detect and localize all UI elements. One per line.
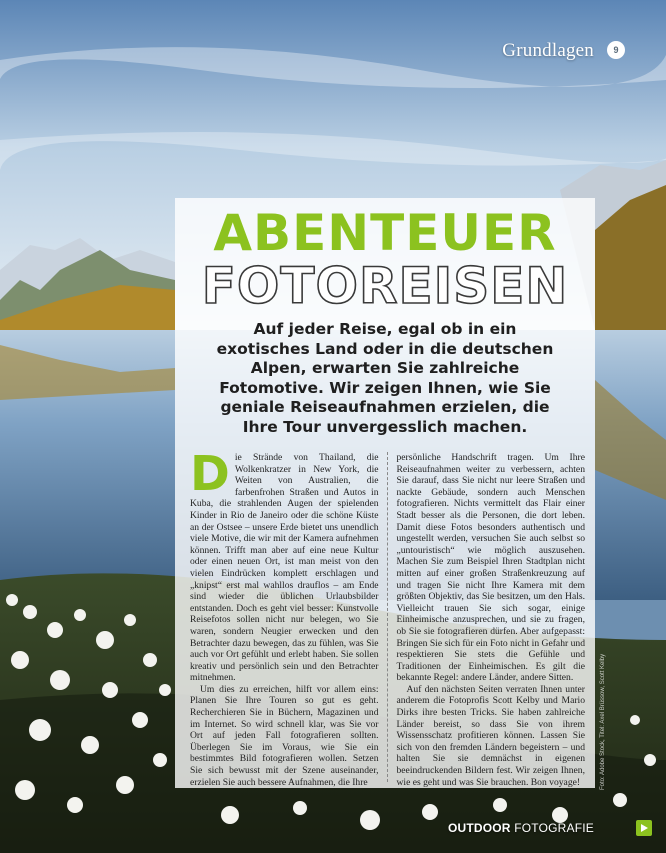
photo-credit: Foto: Adobe Stock, Titel: Axel Brüssow, Scott Kelby	[600, 653, 606, 790]
intro-paragraph: Auf jeder Reise, egal ob in ein exotisches Land oder in die deutschen Alpen, erwarten Sie zahlreiche Fotomotive. Wir zeigen Ihnen, wie Sie geniale Reiseaufnahmen erzielen, die Ihre Tour unvergesslich machen.	[216, 320, 554, 436]
column-divider	[387, 452, 388, 782]
body-paragraph: persönliche Handschrift tragen. Um Ihre Reiseaufnahmen weiter zu verbessern, achten Sie darauf, dass Sie nicht nur leere Straßen und nackte Gebäude, sondern auch Menschen fotografieren. Nichts vermittelt das Flair einer Stadt besser als die Personen, die dort leben. Damit diese Fotos besonders authentisch und ungestellt werden, versuchen Sie auch selbst so „untouristisch“ wie möglich auszusehen. Machen Sie zum Beispiel Ihren Stadtplan nicht mitten auf einer großen Straßenkreuzung auf und tragen Sie nicht Ihre Kamera mit dem größten Objektiv, das Sie besitzen, um den Hals. Vielleicht trauen Sie sich sogar, einige Einheimische anzusprechen, und sie zu fragen, ob Sie sie fotografieren dürfen. Aber aufgepasst: Bringen Sie sich für ein Foto nicht in Gefahr und respektieren Sie stets die Gefühle und Traditionen der Einheimischen. Es gilt die bekannte Regel: andere Länder, andere Sitten.	[396, 452, 585, 684]
headline-line-1: ABENTEUER	[213, 204, 557, 262]
body-column-1	[190, 446, 379, 788]
drop-cap: D	[190, 446, 230, 502]
body-paragraph	[190, 446, 379, 684]
body-column-2	[397, 452, 586, 788]
footer-brand-bold: OUTDOOR	[447, 821, 511, 835]
page-number: 9	[607, 41, 625, 59]
body-paragraph: Um dies zu erreichen, hilft vor allem eins: Planen Sie Ihre Touren so gut es geht. Recherchieren Sie in Büchern, Magazinen und im Internet. So wird schnell klar, was Sie vor Ort auf jeden Fall fotografieren sollten. Überlegen Sie im Voraus, wie Sie ein bestimmtes Bild fotografieren wollen. Setzen Sie sich bewusst mit der Szene auseinander, erzielen Sie auch bessere Aufnahmen, die Ihre	[190, 683, 379, 788]
body-text: ie Strände von Thailand, die Wolkenkratzer in New York, die Weiten von Australien, die farbenfrohen Straßen und Autos in Kuba, die strahlenden Augen der spielenden Kinder in Rio de Janeiro oder die schöne Küste an der Ostsee – unsere Erde bietet uns unendlich viele Motive, die wir mit der Kamera aufnehmen können. Trifft man aber auf eine neue Kultur oder einen neuen Ort, ist man meist von den vielen Eindrücken komplett erschlagen und „knipst“ erst mal wahllos drauflos – am Ende sind wieder die üblichen Urlaubsbilder entstanden. Doch es geht viel besser: Kunstvolle Reisefotos sollen nicht nur belegen, wo Sie waren, sondern Neugier erwecken und den Betrachter dazu bewegen, das zu fühlen, was Sie auch vor Ort gefühlt und erlebt haben. Sie sollen kreativ und persönlich sein und den Betrachter mitnehmen.	[190, 452, 379, 684]
headline-line-2: FOTOREISEN	[201, 257, 569, 315]
section-title: Grundlagen	[502, 40, 594, 61]
next-page-arrow-icon[interactable]	[636, 820, 652, 836]
footer-brand	[448, 821, 594, 835]
footer-brand-rest: FOTOGRAFIE	[510, 821, 594, 835]
body-paragraph: Auf den nächsten Seiten verraten Ihnen unter anderem die Fotoprofis Scott Kelby und Mario Dirks ihre besten Tricks. Sie haben zahlreiche Länder bereist, so dass Sie von ihrem Wissensschatz profitieren können. Lassen Sie sich von den fremden Ländern begeistern – und halten Sie sie demnächst in eigenen beeindruckenden Bildern fest. Wir zeigen Ihnen, wie es geht und was Sie brauchen. Bon voyage!	[396, 683, 585, 788]
